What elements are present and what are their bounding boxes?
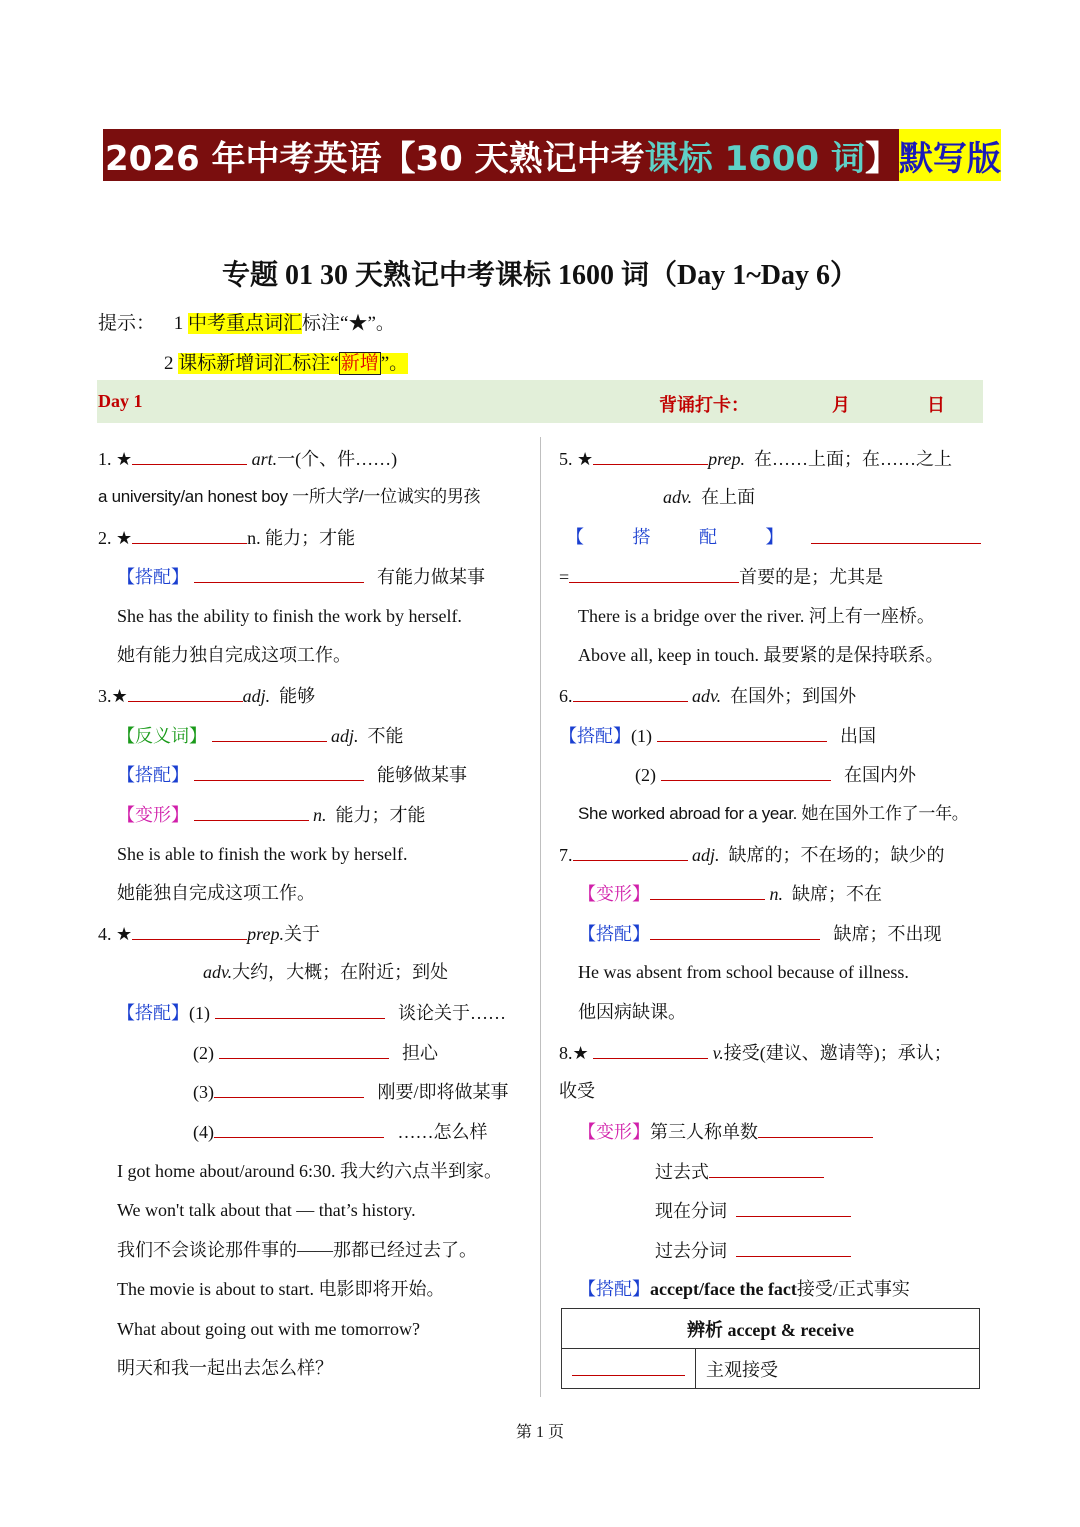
entry-4-number: 4. ★ [98, 924, 133, 944]
hint-1 [98, 308, 395, 335]
answer-blank[interactable] [650, 881, 765, 900]
entry-6-pos: adv. [692, 686, 722, 706]
entry-4-collocation-1 [117, 1000, 506, 1025]
page-number: 第 1 页 [515, 1424, 564, 1441]
form-label: 过去式 [655, 1162, 709, 1182]
entry-2-example-en: She has the ability to finish the work by herself. [117, 606, 462, 626]
entry-6-number: 6. [559, 686, 573, 706]
entry-3-form [117, 802, 426, 827]
entry-8-meaning: 接受(建议、邀请等)；承认； [723, 1043, 952, 1063]
answer-blank[interactable] [194, 762, 364, 781]
hint-1-rest: 标注“★”。 [302, 313, 395, 334]
entry-4-example-6: 明天和我一起出去怎么样？ [117, 1358, 333, 1378]
entry-8 [559, 1040, 952, 1065]
collocation-meaning: 在国内外 [844, 765, 916, 785]
entry-3-meaning: 能够 [279, 686, 316, 706]
hint-2-post: ”。 [380, 353, 409, 374]
entry-5-collocation-blank [811, 525, 981, 550]
comparison-table [561, 1308, 980, 1389]
entry-6-example: She worked abroad for a year. 她在国外工作了一年。 [578, 804, 969, 823]
day-header [97, 380, 983, 423]
entry-8-collocation [578, 1277, 910, 1301]
collocation-meaning: ……怎么样 [397, 1122, 488, 1142]
collocation-number: (1) [631, 726, 652, 746]
entry-6-collocation-2 [635, 762, 916, 787]
entry-7-pos: adj. [692, 845, 720, 865]
title-banner [103, 129, 1001, 181]
checkin-day: 日 [927, 395, 945, 415]
tag-char: 配 [699, 527, 717, 547]
equals-sign: = [559, 567, 570, 587]
answer-blank[interactable] [593, 446, 708, 465]
answer-blank[interactable] [132, 525, 247, 544]
collocation-meaning: 接受/正式事实 [796, 1279, 910, 1299]
answer-blank[interactable] [657, 723, 827, 742]
checkin-label: 背诵打卡： [659, 395, 749, 415]
entry-4-collocation-4 [193, 1119, 488, 1144]
hint-2 [164, 348, 408, 375]
entry-4-pos-2: adv. [203, 962, 233, 982]
form-tag: 【变形】 [578, 1122, 650, 1142]
hint-1-num: 1 [173, 313, 184, 334]
answer-blank[interactable] [214, 1079, 364, 1098]
table-row [562, 1349, 980, 1389]
entry-4-pos: prep. [247, 924, 284, 944]
entry-8-meaning-cont: 收受 [559, 1081, 595, 1101]
hint-2-num: 2 [164, 353, 174, 374]
hint-1-highlight: 中考重点词汇 [188, 313, 303, 334]
hint-2-pre: 课标新增词汇标注“ [178, 353, 339, 374]
antonym-tag: 【反义词】 [117, 726, 207, 746]
entry-3-antonym [117, 723, 404, 748]
collocation-meaning: 缺席；不出现 [833, 924, 942, 944]
entry-8-form-1 [578, 1119, 873, 1144]
entry-4-meaning: 关于 [283, 924, 320, 944]
banner-title-part2: 课标 1600 词 [645, 129, 865, 181]
answer-blank[interactable] [215, 1000, 385, 1019]
form-tag: 【变形】 [117, 805, 189, 825]
collocation-meaning: 能够做某事 [377, 765, 467, 785]
answer-blank[interactable] [128, 683, 243, 702]
form-pos: n. [313, 805, 327, 825]
entry-2-collocation [117, 564, 485, 589]
entry-1-meaning: 一(个、件……) [277, 449, 398, 469]
entry-2-example-cn: 她有能力独自完成这项工作。 [117, 645, 351, 665]
entry-8-pos: v. [712, 1043, 724, 1063]
answer-blank[interactable] [661, 762, 831, 781]
answer-blank[interactable] [212, 723, 327, 742]
entry-8-form-4 [655, 1238, 851, 1263]
tag-char: 】 [765, 527, 784, 547]
entry-3-example-en: She is able to finish the work by herself. [117, 844, 408, 864]
entry-6-collocation-1 [559, 723, 876, 748]
entry-2-number: 2. ★ [98, 528, 133, 548]
entry-4-example-2: We won't talk about that — that’s history. [117, 1200, 416, 1220]
answer-blank[interactable] [214, 1119, 384, 1138]
entry-3-example-cn: 她能独自完成这项工作。 [117, 883, 315, 903]
form-label: 过去分词 [655, 1241, 727, 1261]
hint-label: 提示： [98, 313, 156, 334]
entry-1-number: 1. ★ [98, 449, 133, 469]
entry-7 [559, 842, 945, 867]
answer-blank[interactable] [572, 1357, 685, 1376]
table-cell-meaning: 主观接受 [696, 1349, 980, 1389]
tag-char: 【 [566, 527, 584, 547]
answer-blank[interactable] [573, 683, 688, 702]
answer-blank[interactable] [758, 1119, 873, 1138]
entry-4-collocation-2 [193, 1040, 438, 1065]
answer-blank[interactable] [194, 802, 309, 821]
equivalent-meaning: 首要的是；尤其是 [739, 567, 884, 587]
form-meaning: 缺席；不在 [792, 884, 882, 904]
answer-blank[interactable] [709, 1159, 824, 1178]
new-word-badge: 新增 [340, 353, 379, 374]
entry-4-example-3: 我们不会谈论那件事的——那都已经过去了。 [117, 1240, 477, 1260]
answer-blank[interactable] [569, 564, 739, 583]
entry-3-number: 3.★ [98, 686, 128, 706]
answer-blank[interactable] [736, 1238, 851, 1257]
collocation-phrase: accept/face the fact [650, 1279, 797, 1299]
entry-4-example-5: What about going out with me tomorrow? [117, 1319, 420, 1339]
collocation-number: (1) [189, 1003, 210, 1023]
entry-4-example-4: The movie is about to start. 电影即将开始。 [117, 1279, 445, 1299]
collocation-meaning: 有能力做某事 [377, 567, 485, 587]
collocation-tag: 【搭配】 [117, 765, 189, 785]
form-label: 第三人称单数 [650, 1122, 758, 1142]
collocation-tag: 【搭配】 [117, 1003, 189, 1023]
collocation-tag: 【搭配】 [578, 1279, 650, 1299]
entry-5-example-2: Above all, keep in touch. 最要紧的是保持联系。 [578, 645, 944, 665]
entry-3 [98, 683, 315, 708]
antonym-pos: adj. [331, 726, 359, 746]
entry-6 [559, 683, 856, 708]
answer-blank[interactable] [219, 1040, 389, 1059]
entry-7-form [578, 881, 882, 906]
entry-3-pos: adj. [242, 686, 271, 706]
entry-1-example: a university/an honest boy 一所大学/一位诚实的男孩 [98, 487, 481, 506]
collocation-number: (2) [193, 1043, 214, 1063]
table-header: 辨析 accept & receive [562, 1309, 980, 1349]
collocation-tag: 【搭配】 [559, 726, 631, 746]
collocation-tag: 【搭配】 [117, 567, 189, 587]
collocation-meaning: 出国 [840, 726, 876, 746]
answer-blank[interactable] [573, 842, 688, 861]
checkin-month: 月 [832, 395, 850, 415]
entry-7-number: 7. [559, 845, 573, 865]
entry-8-number: 8.★ [559, 1043, 589, 1063]
form-pos: n. [769, 884, 783, 904]
entry-5-equivalent [559, 564, 883, 589]
collocation-tag: 【搭配】 [578, 924, 650, 944]
entry-7-example-en: He was absent from school because of illness. [578, 962, 909, 982]
entry-4-example-1: I got home about/around 6:30. 我大约六点半到家。 [117, 1161, 502, 1181]
table-cell-blank [562, 1349, 696, 1389]
entry-4-meaning-2 [203, 960, 448, 984]
entry-5-meaning-adv: 在上面 [701, 487, 756, 507]
collocation-meaning: 谈论关于…… [398, 1003, 506, 1023]
entry-5-collocation-tag [566, 525, 784, 549]
entry-7-collocation [578, 921, 942, 946]
entry-5-meaning-2 [663, 485, 755, 509]
entry-2-meaning: n. 能力；才能 [247, 528, 356, 548]
entry-5-example-1: There is a bridge over the river. 河上有一座桥。 [578, 606, 935, 626]
form-tag: 【变形】 [578, 884, 650, 904]
entry-1-pos: art. [251, 449, 278, 469]
answer-blank[interactable] [194, 564, 364, 583]
antonym-meaning: 不能 [367, 726, 404, 746]
column-divider [540, 437, 541, 1397]
entry-6-meaning: 在国外；到国外 [730, 686, 857, 706]
banner-title-part3: 】 [865, 129, 899, 181]
collocation-meaning: 担心 [402, 1043, 438, 1063]
answer-blank[interactable] [593, 1040, 708, 1059]
hint-2-highlight [178, 353, 408, 374]
answer-blank[interactable] [132, 921, 247, 940]
entry-8-form-2 [655, 1159, 824, 1184]
collocation-number: (2) [635, 765, 656, 785]
answer-blank[interactable] [650, 921, 820, 940]
entry-7-meaning: 缺席的；不在场的；缺少的 [728, 845, 945, 865]
answer-blank[interactable] [736, 1198, 851, 1217]
entry-5-number: 5. ★ [559, 449, 594, 469]
entry-4-meaning-adv: 大约，大概；在附近；到处 [232, 962, 449, 982]
collocation-number: (3) [193, 1082, 214, 1102]
collocation-number: (4) [193, 1122, 214, 1142]
entry-8-form-3 [655, 1198, 851, 1223]
entry-5-meaning: 在……上面；在……之上 [753, 449, 952, 469]
entry-4 [98, 921, 320, 946]
banner-title-part1: 2026 年中考英语【30 天熟记中考 [103, 129, 645, 181]
answer-blank[interactable] [811, 525, 981, 544]
tag-char: 搭 [632, 527, 651, 547]
collocation-meaning: 刚要/即将做某事 [377, 1082, 509, 1102]
answer-blank[interactable] [132, 446, 247, 465]
entry-1 [98, 446, 397, 471]
entry-3-collocation [117, 762, 467, 787]
entry-5-pos: prep. [708, 449, 745, 469]
entry-5-pos-2: adv. [663, 487, 693, 507]
entry-5 [559, 446, 952, 471]
form-meaning: 能力；才能 [335, 805, 426, 825]
entry-4-collocation-3 [193, 1079, 509, 1104]
banner-title-part4: 默写版 [899, 129, 1001, 181]
day-label: Day 1 [98, 391, 143, 411]
entry-2 [98, 525, 355, 550]
entry-7-example-cn: 他因病缺课。 [578, 1002, 686, 1022]
page-subtitle: 专题 01 30 天熟记中考课标 1600 词（Day 1~Day 6） [221, 260, 858, 291]
form-label: 现在分词 [655, 1201, 727, 1221]
